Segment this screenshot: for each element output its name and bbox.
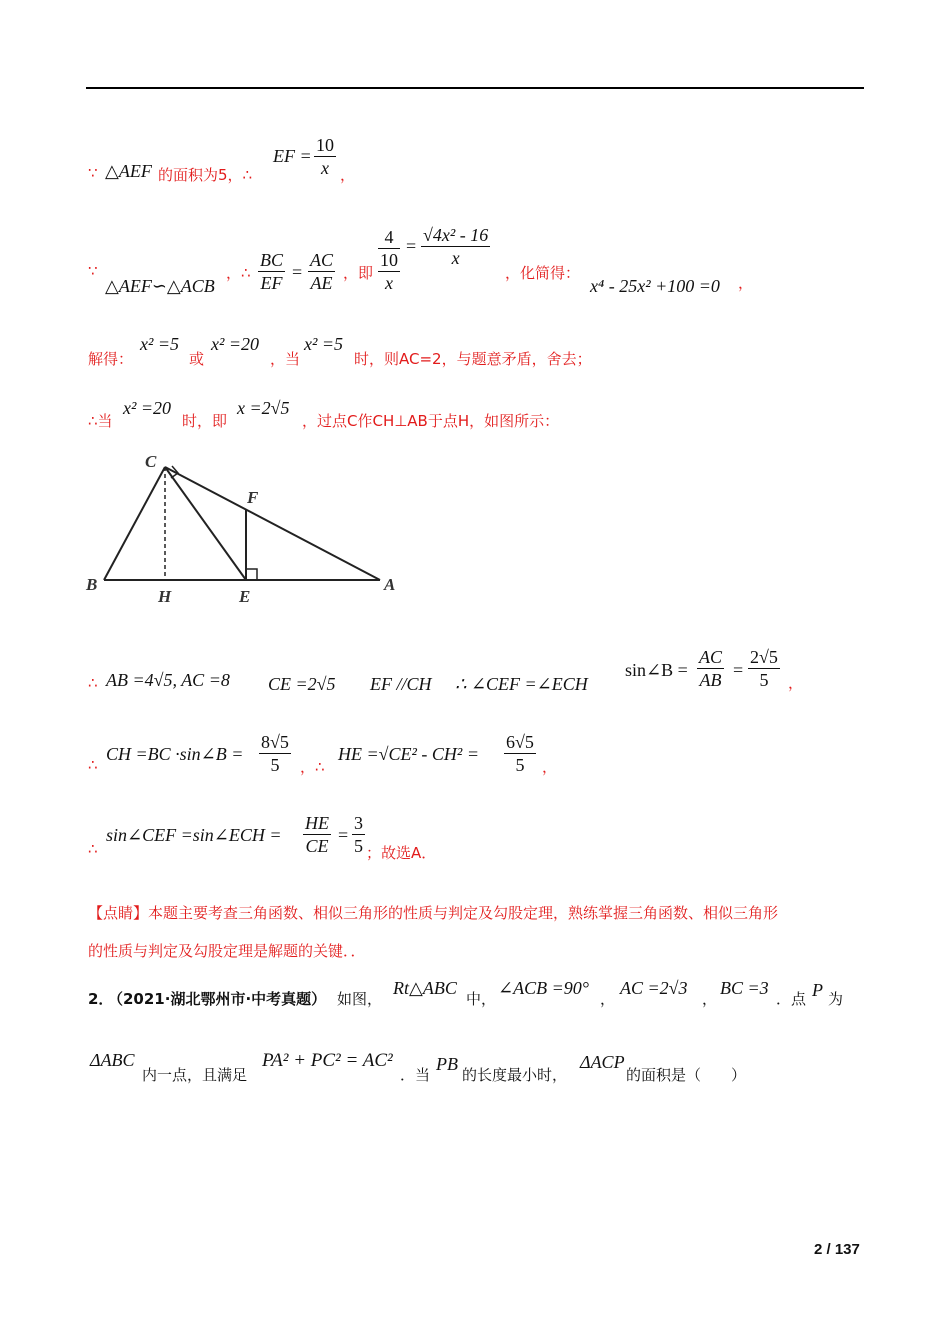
line5-sin-f1-den: AB (699, 670, 722, 690)
line2-eq-2: = (406, 236, 417, 256)
problem2-rutu: 如图， (337, 990, 383, 1008)
segment-BC (104, 467, 165, 580)
line3-sol2: x² =20 (211, 334, 260, 354)
line4-cond: x² =20 (123, 398, 172, 418)
problem2-zhong: 中， (466, 990, 497, 1008)
line1-fraction-num: 10 (316, 135, 334, 155)
line7-f2-num: 3 (354, 813, 363, 833)
line5-sin-f2-den: 5 (759, 670, 769, 690)
label-E: E (239, 587, 251, 606)
line7-f2-den: 5 (354, 836, 363, 856)
line2-fraction-3 (378, 226, 400, 294)
line6-ch-fraction (259, 731, 291, 776)
line4-prefix: ∴当 (88, 412, 113, 430)
problem2-number: 2． (88, 990, 114, 1008)
problem2-p: P (812, 980, 823, 1000)
problem2-comma-1: ， (600, 990, 616, 1008)
line7-eq: = (338, 825, 349, 845)
line2-f2-num: AC (310, 250, 334, 270)
label-H: H (158, 587, 172, 606)
line2-f2-den: AE (310, 273, 333, 293)
line4-rest: ，过点C作CH⊥AB于点H，如图所示： (302, 412, 560, 430)
line2-end: ， (738, 274, 754, 292)
line7-f1-den: CE (305, 836, 329, 856)
line2-f3-num-bot: 10 (380, 250, 398, 270)
line3-jiede: 解得： (88, 350, 134, 368)
line7-fraction-1 (303, 812, 331, 857)
problem2-bc: BC =3 (720, 978, 769, 998)
triangle-figure (80, 445, 420, 615)
segment-CE (165, 467, 246, 580)
line6-ch-num: 8√5 (261, 732, 289, 752)
problem2-dian: ．点 (776, 990, 807, 1008)
line5-sin-f2-num: 2√5 (750, 647, 778, 667)
line6-he-fraction (504, 731, 536, 776)
comment-line-1: 【点睛】本题主要考查三角函数、相似三角形的性质与判定及勾股定理，熟练掌握三角函数、相似三角形 (88, 904, 779, 922)
line7-choose: ；故选A． (366, 844, 437, 862)
line1-fraction (314, 134, 336, 179)
problem2-tri: ΔABC (90, 1050, 135, 1070)
problem2-shortest: 的长度最小时， (462, 1066, 568, 1084)
line2-f3-num-top: 4 (378, 226, 400, 249)
line2-equation: x⁴ - 25x² +100 =0 (590, 276, 720, 296)
line3-rest: 时，则AC=2，与题意矛盾，舍去； (354, 350, 592, 368)
line6-ch: CH =BC ·sin∠B = (106, 744, 244, 764)
line3-huo: 或 (189, 350, 205, 368)
line1-triangle: △AEF (105, 161, 152, 181)
line5-prefix: ∴ (88, 674, 98, 692)
line2-f4-num: √4x² - 16 (423, 225, 489, 245)
line7-prefix: ∴ (88, 840, 98, 858)
line2-therefore: ，∴ (226, 264, 251, 282)
line2-simplify: ，化简得： (505, 264, 581, 282)
header-rule (86, 87, 864, 89)
problem2-acp: ΔACP (580, 1052, 625, 1072)
problem2-wei: 为 (828, 990, 844, 1008)
line5-sin-fraction-1 (697, 646, 724, 691)
line6-end: ， (542, 758, 558, 776)
label-A: A (384, 575, 396, 594)
problem2-dang: ．当 (400, 1066, 431, 1084)
line6-he: HE =√CE² - CH² = (338, 744, 479, 764)
line2-fraction-4 (421, 224, 490, 269)
line5-parallel: EF //CH (370, 674, 432, 694)
problem2-source: （2021·湖北鄂州市·中考真题） (108, 990, 327, 1008)
line1-prefix: ∵ (88, 164, 98, 182)
problem2-neiyi: 内一点，且满足 (142, 1066, 248, 1084)
problem2-rt: Rt△ABC (393, 978, 457, 998)
line5-sin-f1-num: AC (699, 647, 723, 667)
line7-expr: sin∠CEF =sin∠ECH = (106, 825, 282, 845)
line2-similar: △AEF∽△ACB (105, 276, 215, 296)
line3-dang: ，当 (270, 350, 301, 368)
problem2-equation: PA² + PC² = AC² (262, 1050, 393, 1071)
line4-xval: x =2√5 (237, 398, 290, 418)
line5-sin-fraction-2 (748, 646, 780, 691)
line6-ch-den: 5 (270, 755, 280, 775)
line5-angles: ∴ ∠CEF =∠ECH (455, 674, 588, 694)
line6-sep: ，∴ (300, 758, 325, 776)
line6-he-num: 6√5 (506, 732, 534, 752)
line7-fraction-2 (352, 812, 365, 857)
line5-ab: AB =4√5, AC =8 (106, 670, 230, 690)
line2-f3-den: x (385, 273, 393, 293)
line1-end: ， (340, 166, 356, 184)
line1-text: 的面积为5，∴ (158, 166, 253, 184)
line2-f1-num: BC (260, 250, 284, 270)
line5-ce: CE =2√5 (268, 674, 336, 694)
line7-f1-num: HE (305, 813, 329, 833)
problem2-comma-2: ， (702, 990, 718, 1008)
comment-line-2: 的性质与判定及勾股定理是解题的关键．． (88, 942, 366, 960)
problem2-angle: ∠ACB =90° (498, 978, 589, 998)
line6-he-den: 5 (515, 755, 525, 775)
page-number: 2 / 137 (814, 1241, 860, 1258)
right-angle-E (246, 569, 257, 580)
line2-fraction-1 (258, 249, 285, 294)
line5-sin-lhs: sin∠B = (625, 660, 688, 680)
line2-eq: = (292, 262, 303, 282)
label-F: F (247, 488, 259, 507)
line2-fraction-2 (308, 249, 335, 294)
line4-shi: 时，即 (182, 412, 228, 430)
problem2-area: 的面积是（ ） (626, 1066, 747, 1084)
problem2-pb: PB (436, 1054, 458, 1074)
line2-ji: ，即 (343, 264, 374, 282)
line1-ef-lhs: EF = (273, 146, 312, 166)
segment-CA (165, 467, 380, 580)
line5-end: ， (788, 674, 804, 692)
line3-sol3: x² =5 (304, 334, 344, 354)
line2-f4-den: x (451, 248, 460, 268)
line5-sin-eq: = (733, 660, 744, 680)
label-C: C (145, 452, 157, 471)
problem2-ac: AC =2√3 (620, 978, 688, 998)
line3-sol1: x² =5 (140, 334, 180, 354)
label-B: B (86, 575, 98, 594)
line2-f1-den: EF (260, 273, 283, 293)
line6-prefix: ∴ (88, 756, 98, 774)
line1-fraction-den: x (321, 158, 329, 178)
line2-prefix: ∵ (88, 262, 98, 280)
